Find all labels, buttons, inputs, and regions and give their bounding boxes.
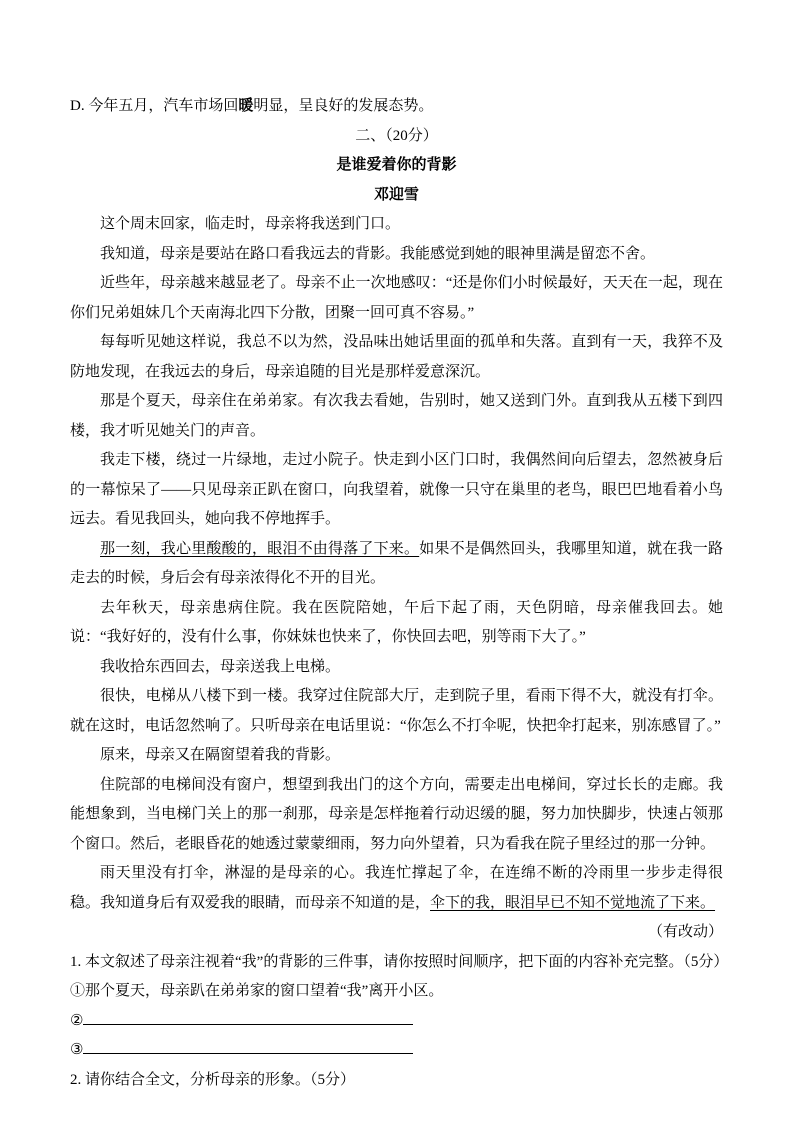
article-paragraph [70,653,723,683]
answer-item-2 [70,1007,723,1037]
section-heading: 二、（20分） [355,127,438,144]
text-segment: 住院部的电梯间没有窗户，想望到我出门的这个方向，需要走出电梯间，穿过长长的走廊。我能想象到，当电梯门关上的那一刹那，母亲是怎样拖着行动迟缓的腿，努力加快脚步，快速占领那个窗口。然后，老眼昏花的她透过蒙蒙细雨，努力向外望着，只为看我在院子里经过的那一分钟。 [70,776,723,852]
question-2: 2. 请你结合全文，分析母亲的形象。（5分） [70,1071,356,1088]
article-paragraph [70,682,723,741]
article-paragraph [70,859,723,918]
article-paragraph [70,741,723,771]
article-body [70,210,723,918]
question-1: 1. 本文叙述了母亲注视着“我”的背影的三件事，请你按照时间顺序，把下面的内容补充完整。（5分） [70,953,729,970]
text-segment: 明显，呈良好的发展态势。 [253,98,434,114]
answer-item-3-number: ③ [70,1042,84,1058]
answer-item-2-number: ② [70,1012,84,1029]
text-segment: 这个周末回家，临走时，母亲将我送到门口。 [100,216,401,232]
article-paragraph [70,446,723,535]
article-paragraph [70,771,723,860]
article-author: 邓迎雪 [373,186,419,203]
answer-blank-2 [83,1008,413,1025]
text-segment: 每每听见她这样说，我总不以为然，没品味出她话里面的孤单和失落。直到有一天，我猝不及防地发现，在我远去的身后，母亲追随的目光是那样爱意深沉。 [70,334,723,380]
text-segment: 原来，母亲又在隔窗望着我的背影。 [100,747,341,763]
article-paragraph [70,535,723,594]
text-segment: 很快，电梯从八楼下到一楼。我穿过住院部大厅，走到院子里，看雨下得不大，就没有打伞。就在这时，电话忽然响了。只听母亲在电话里说：“你怎么不打伞呢，快把伞打起来，别冻感冒了。” [70,688,723,734]
text-segment: D. 今年五月，汽车市场回 [70,98,239,114]
text-segment: 如果不是偶然回头，我哪里知道，就在我一路走去的时候，身后会有母亲浓得化不开的目光。 [70,540,723,586]
text-segment: 伞下的我，眼泪早已不知不觉地流了下来。 [430,894,716,911]
text-segment: 我收拾东西回去，母亲送我上电梯。 [100,658,341,675]
text-segment: 雨天里没有打伞，淋湿的是母亲的心。我连忙撑起了伞，在连绵不断的冷雨里一步步走得很稳。我知道身后有双爱我的眼睛，而母亲不知道的是， [70,865,723,911]
text-segment: 近些年，母亲越来越显老了。母亲不止一次地感叹：“还是你们小时候最好，天天在一起，现在你们兄弟姐妹几个天南海北四下分散，团聚一回可真不容易。” [70,275,723,321]
article-paragraph [70,594,723,653]
article-paragraph [70,328,723,387]
text-segment: 那是个夏天，母亲住在弟弟家。有次我去看她，告别时，她又送到门外。直到我从五楼下到四楼，我才听见她关门的声音。 [70,393,723,439]
source-note: （有改动） [647,924,723,940]
article-paragraph [70,210,723,240]
text-segment: 暖 [238,98,254,114]
article-paragraph [70,269,723,328]
text-segment: 那一刻，我心里酸酸的，眼泪不由得落了下来。 [100,540,420,557]
article-paragraph [70,240,723,270]
option-d-line [70,92,723,122]
article-paragraph [70,387,723,446]
text-segment: 我走下楼，绕过一片绿地，走过小院子。快走到小区门口时，我偶然间向后望去，忽然被身后的一幕惊呆了——只见母亲正趴在窗口，向我望着，就像一只守在巢里的老鸟，眼巴巴地看着小鸟远去。看见我回头，她向我不停地挥手。 [70,452,723,527]
text-segment: 我知道，母亲是要站在路口看我远去的背影。我能感觉到她的眼神里满是留恋不舍。 [100,245,656,262]
answer-blank-3 [83,1038,413,1055]
answer-item-3 [70,1036,723,1066]
answer-item-1: ①那个夏天，母亲趴在弟弟家的窗口望着“我”离开小区。 [70,983,444,999]
article-title: 是谁爱着你的背影 [336,157,457,173]
text-segment: 去年秋天，母亲患病住院。我在医院陪她，午后下起了雨，天色阴暗，母亲催我回去。她说：“我好好的，没有什么事，你妹妹也快来了，你快回去吧，别等雨下大了。” [70,599,723,645]
